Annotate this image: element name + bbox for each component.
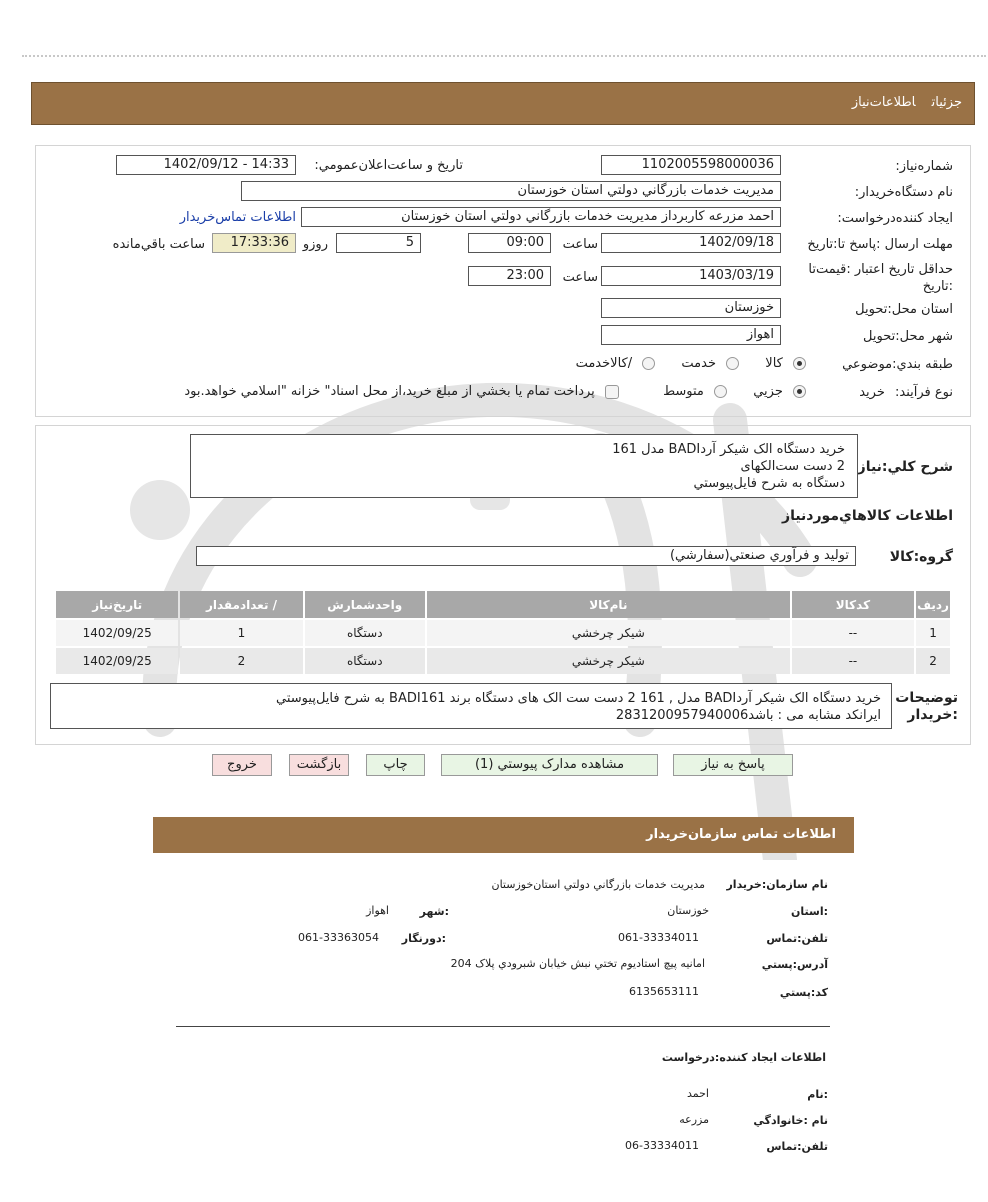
cell-date: 1402/09/25	[56, 648, 178, 674]
breadcrumb-need-info[interactable]: اطلاعات‌نياز	[851, 95, 916, 110]
cell-name: شيکر چرخشي	[427, 648, 790, 674]
process-medium-label: متوسط	[663, 384, 704, 399]
city-label: شهر محل:تحويل	[863, 329, 953, 344]
deadline-date-field: 1402/09/18	[601, 233, 781, 253]
goods-table	[54, 589, 952, 676]
contact-province-label: :استان	[791, 905, 828, 918]
buyer-notes-label-line1: توضيحات	[895, 690, 958, 706]
org-value: مديريت خدمات بازرگاني دولتي استان‌خوزستان	[491, 878, 705, 891]
cell-quantity: 1	[180, 620, 302, 646]
treasury-payment-checkbox[interactable]	[605, 385, 619, 399]
address-label: آدرس:پستي	[761, 958, 828, 971]
contact-phone-label: تلفن:تماس	[766, 932, 828, 945]
cell-row: 1	[916, 620, 950, 646]
buyer-notes-line-2: ايرانکد مشابه می : باشد2831200957940006	[615, 708, 881, 723]
cell-code: --	[792, 648, 914, 674]
col-code: کدکالا	[792, 591, 914, 618]
col-row: رديف	[916, 591, 950, 618]
exit-button[interactable]: خروج	[212, 754, 272, 776]
buyer-org-field: مديريت خدمات بازرگاني دولتي استان خوزستان	[241, 181, 781, 201]
city-field: اهواز	[601, 325, 781, 345]
category-goods-radio[interactable]	[793, 357, 806, 370]
days-label: روزو	[302, 237, 328, 252]
category-options	[576, 356, 806, 371]
buyer-notes-label-line2: :خريدار	[907, 707, 958, 723]
contact-phone-value: 061-33334011	[618, 931, 699, 944]
creator-phone-value: 06-33334011	[625, 1139, 699, 1152]
goods-table-header-row	[56, 591, 950, 618]
back-button[interactable]: بازگشت	[289, 754, 349, 776]
org-label: نام سازمان:خريدار	[726, 878, 828, 891]
col-unit: واحدشمارش	[305, 591, 425, 618]
contact-city-value: اهواز	[366, 904, 389, 917]
validity-time-label: ساعت	[562, 270, 598, 285]
postal-code-label: کد:پستي	[779, 986, 828, 999]
category-label: طبقه بندي:موضوعي	[842, 357, 953, 372]
process-label	[859, 385, 953, 400]
creator-phone-label: تلفن:تماس	[766, 1140, 828, 1153]
goods-group-label: گروه:کالا	[889, 549, 953, 565]
process-type-label: نوع فرآيند:	[895, 385, 953, 400]
contact-city-label: :شهر	[419, 905, 449, 918]
process-small-label: جزيي	[753, 384, 783, 399]
buyer-contact-link[interactable]: اطلاعات تماس‌خريدار	[179, 210, 296, 225]
col-name: نام‌کالا	[427, 591, 790, 618]
reply-button[interactable]: پاسخ به نياز	[673, 754, 793, 776]
creator-family-label: نام :خانوادگي	[753, 1114, 828, 1127]
buyer-org-label: نام دستگاه‌خريدار:	[854, 185, 953, 200]
buyer-notes-line-1: خريد دستگاه الک شيکر آردBADI مدل , 161 2 دست ست الک های دستگاه برند BADI161 به شرح فايل‌پيوستي	[276, 691, 881, 706]
cell-name: شيکر چرخشي	[427, 620, 790, 646]
contact-divider	[176, 1026, 830, 1027]
province-field: خوزستان	[601, 298, 781, 318]
address-value: امانيه پيچ استاديوم تختي نبش خيابان شبرودي پلاک 204	[450, 957, 705, 970]
cell-quantity: 2	[180, 648, 302, 674]
page-header-bar	[31, 82, 975, 125]
col-quantity: / تعدادمقدار	[180, 591, 302, 618]
top-dotted-divider	[22, 55, 986, 57]
validity-label	[808, 261, 953, 295]
cell-unit: دستگاه	[305, 620, 425, 646]
contact-province-value: خوزستان	[667, 904, 709, 917]
remaining-time-field: 17:33:36	[212, 233, 296, 253]
category-service-label: خدمت	[681, 356, 716, 371]
deadline-time-field: 09:00	[468, 233, 551, 253]
creator-family-value: مزرعه	[679, 1113, 709, 1126]
cell-row: 2	[916, 648, 950, 674]
creator-name-value: احمد	[687, 1087, 709, 1100]
validity-label-line1: حداقل تاريخ اعتبار :قيمت‌تا	[808, 262, 953, 277]
remaining-label: ساعت باقي‌مانده	[112, 237, 205, 252]
view-attachments-button[interactable]: مشاهده مدارک پيوستي (1)	[441, 754, 658, 776]
buyer-contact-header	[153, 817, 854, 853]
fax-label: :دورنگار	[401, 932, 446, 945]
need-number-label: شماره‌نياز:	[895, 159, 953, 174]
process-options	[184, 384, 806, 399]
category-goods-label: کالا	[765, 356, 783, 371]
category-service-radio[interactable]	[726, 357, 739, 370]
summary-line-1: خريد دستگاه الک شيکر آردBADI مدل 161	[612, 442, 845, 457]
buyer-notes-label	[895, 690, 958, 724]
days-field: 5	[336, 233, 421, 253]
summary-label: شرح کلي:نياز	[857, 459, 953, 475]
buyer-contact-title: اطلاعات تماس سازمان‌خريدار	[646, 827, 836, 842]
category-goods-service-radio[interactable]	[642, 357, 655, 370]
cell-date: 1402/09/25	[56, 620, 178, 646]
deadline-time-label: ساعت	[562, 237, 598, 252]
buyer-notes-box	[50, 683, 892, 729]
announce-field: 1402/09/12 - 14:33	[116, 155, 296, 175]
process-small-radio[interactable]	[793, 385, 806, 398]
cell-unit: دستگاه	[305, 648, 425, 674]
postal-code-value: 6135653111	[629, 985, 699, 998]
goods-group-field: توليد و فرآوري صنعتي(سفارشي)	[196, 546, 856, 566]
process-buy-label: خريد	[859, 385, 885, 400]
validity-label-line2: :تاريخ	[922, 279, 953, 294]
process-medium-radio[interactable]	[714, 385, 727, 398]
table-row	[56, 648, 950, 674]
table-row	[56, 620, 950, 646]
col-date: تاريخ‌نياز	[56, 591, 178, 618]
summary-line-3: دستگاه به شرح فايل‌پيوستي	[693, 476, 845, 491]
goods-info-heading: اطلاعات کالاهاي‌موردنياز	[782, 508, 953, 524]
announce-label: تاريخ و ساعت‌اعلان‌عمومي:	[314, 158, 463, 173]
breadcrumb	[836, 95, 962, 110]
print-button[interactable]: چاپ	[366, 754, 425, 776]
validity-time-field: 23:00	[468, 266, 551, 286]
deadline-label: مهلت ارسال :پاسخ تا:تاريخ	[807, 237, 953, 252]
breadcrumb-details[interactable]: جزئيات	[931, 95, 962, 110]
summary-line-2: 2 دست ست‌الکهای	[740, 459, 845, 474]
summary-box	[190, 434, 858, 498]
validity-date-field: 1403/03/19	[601, 266, 781, 286]
category-goods-service-label: /کالاخدمت	[575, 356, 633, 371]
province-label: استان محل:تحويل	[855, 302, 953, 317]
creator-field: احمد مزرعه کاربرداز مديريت خدمات بازرگاني دولتي استان خوزستان	[301, 207, 781, 227]
creator-label: ايجاد کننده‌درخواست:	[837, 211, 953, 226]
creator-info-title: اطلاعات ايجاد کننده:درخواست	[661, 1051, 826, 1064]
need-number-field: 1102005598000036	[601, 155, 781, 175]
fax-value: 061-33363054	[298, 931, 379, 944]
cell-code: --	[792, 620, 914, 646]
treasury-payment-label: پرداخت تمام يا بخشي از مبلغ خريد،از محل اسناد" خزانه "اسلامي خواهد.بود	[184, 384, 595, 399]
creator-name-label: :نام	[807, 1088, 828, 1101]
